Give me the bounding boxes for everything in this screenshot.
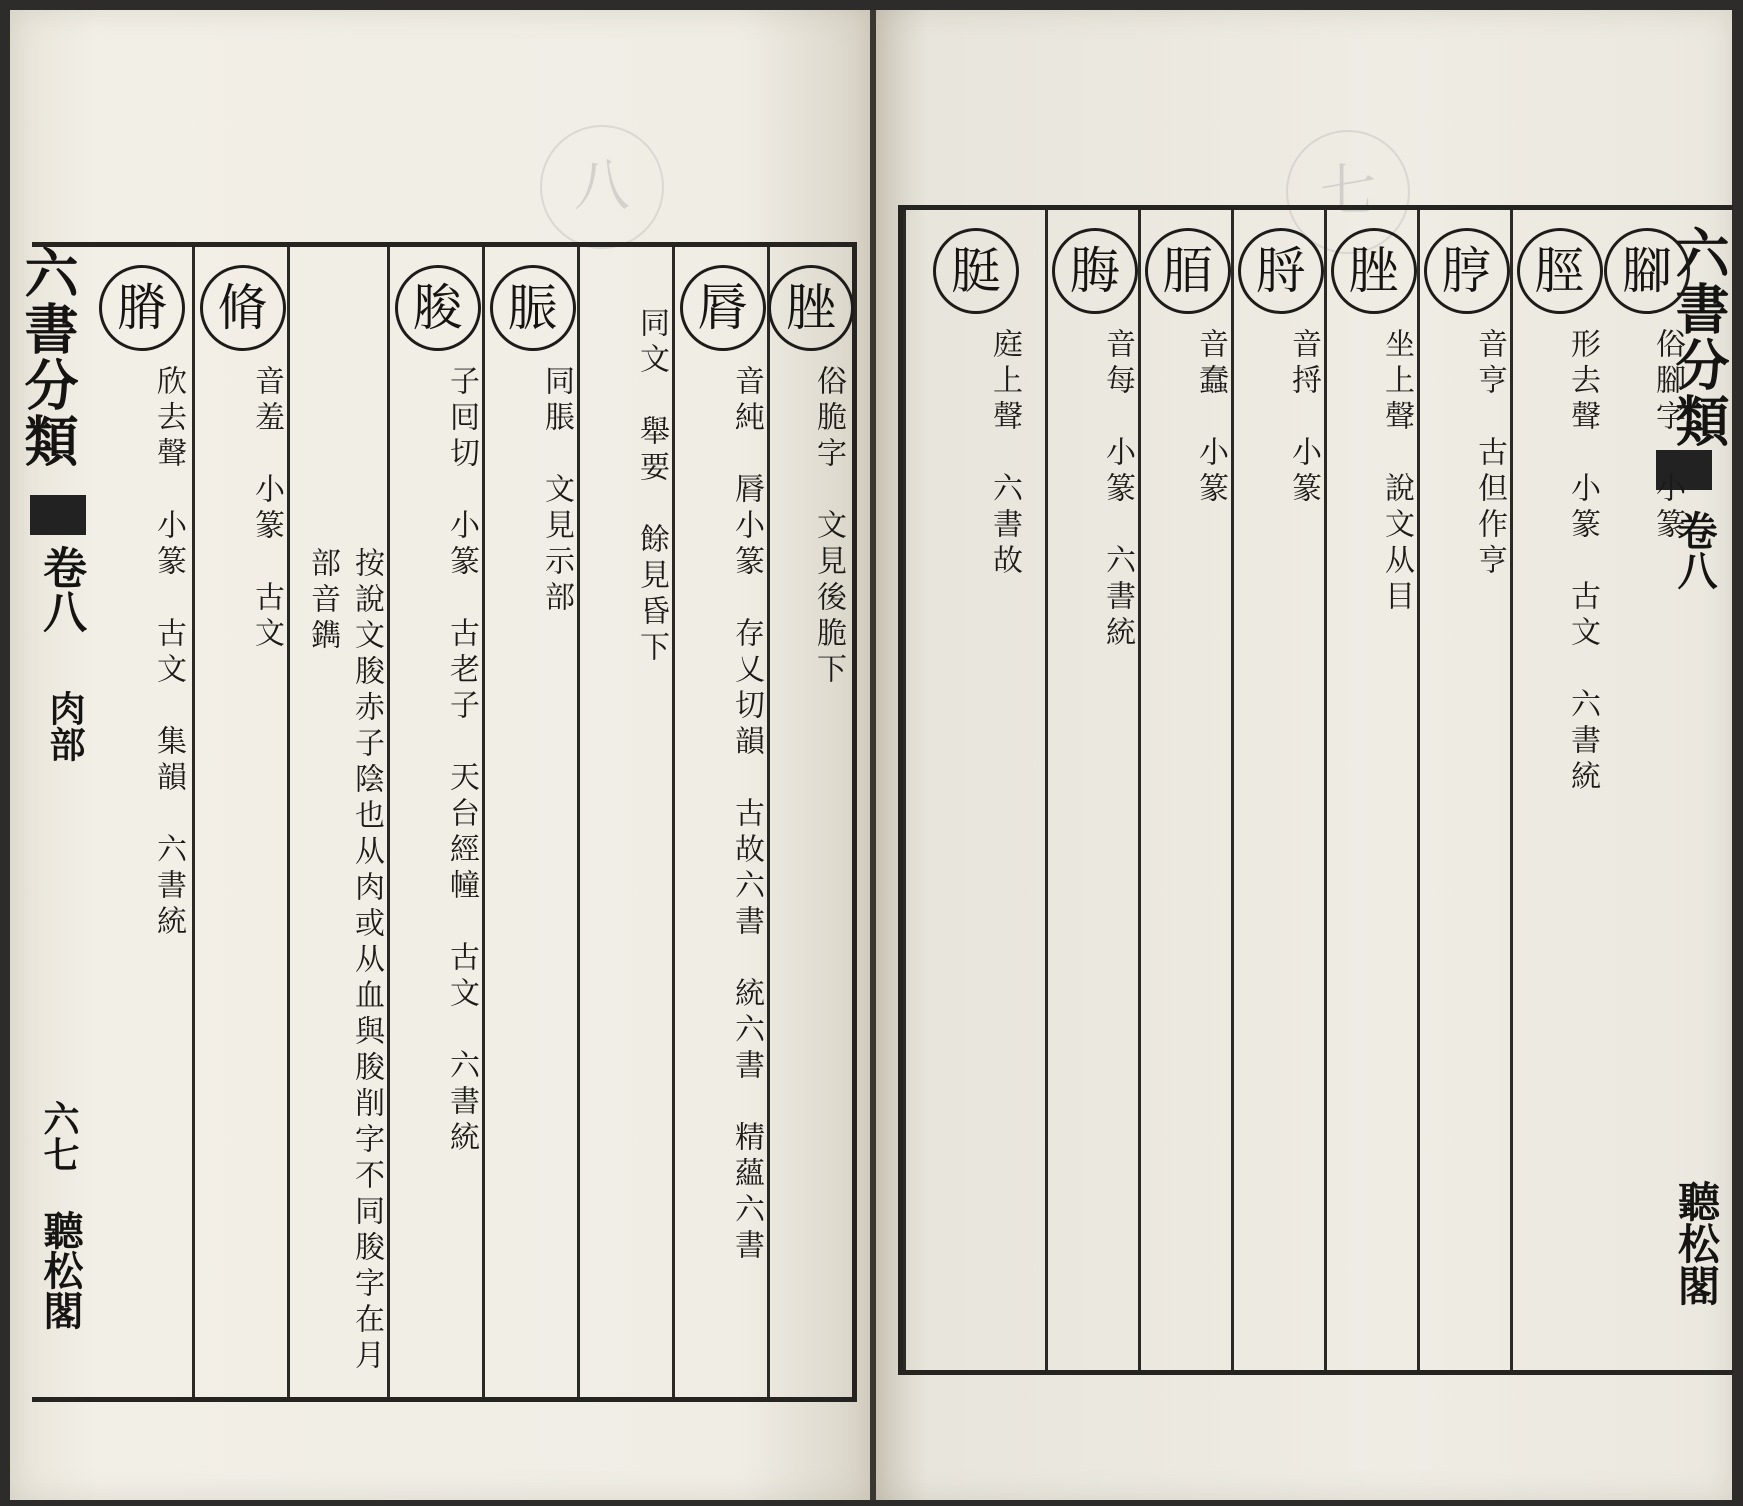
- column-4: [482, 247, 580, 1397]
- head-char: 脣: [680, 265, 766, 351]
- column-8: [92, 247, 192, 1397]
- text-frame: [898, 205, 1733, 1375]
- page-number: 六七: [38, 1100, 80, 1172]
- entry-text: 同脹 文見示部: [539, 365, 574, 617]
- column-3: [577, 247, 675, 1397]
- margin-title: 六書分類: [16, 245, 80, 469]
- column-2: [672, 247, 770, 1397]
- head-char: 脞: [1331, 228, 1417, 314]
- head-char: 脧: [395, 265, 481, 351]
- entry-text: 子囘切 小篆 古老子 天台經幢 古文 六書統: [444, 365, 479, 1157]
- entry-text: 音羞 小篆 古文: [249, 365, 284, 653]
- section-label: 肉部: [44, 690, 86, 762]
- volume-label: 卷八: [1671, 510, 1718, 590]
- head-char: 脝: [1424, 228, 1510, 314]
- head-char: 脢: [1052, 228, 1138, 314]
- margin-title: 六書分類: [1667, 225, 1731, 449]
- column-3: [1417, 210, 1513, 1370]
- entry-text: 音捋 小篆: [1286, 328, 1321, 508]
- column-6: [1138, 210, 1234, 1370]
- entry-text: 音蠢 小篆: [1193, 328, 1228, 508]
- column-8: [903, 210, 1048, 1370]
- entry-text: 庭上聲 六書故: [987, 328, 1022, 580]
- text-frame: [32, 242, 857, 1402]
- entry-text: 音每 小篆 六書統: [1100, 328, 1135, 652]
- head-char: 脡: [933, 228, 1019, 314]
- publisher: 聽松閣: [37, 1210, 84, 1330]
- faint-seal: 八: [540, 125, 664, 249]
- column-5: [387, 247, 485, 1397]
- entry-text: 俗腳字 小篆: [1650, 328, 1685, 544]
- publisher: 聽松閣: [1672, 1180, 1721, 1306]
- entry-text: 音亨 古但作亨: [1472, 328, 1507, 580]
- column-5: [1231, 210, 1327, 1370]
- head-char: 脜: [1145, 228, 1231, 314]
- head-char: 膌: [99, 265, 185, 351]
- right-page: [876, 10, 1732, 1500]
- head-char: 脟: [1238, 228, 1324, 314]
- head-char: 脞: [768, 265, 854, 351]
- entry-text: 俗脆字 文見後脆下: [811, 365, 846, 689]
- column-7: [192, 247, 290, 1397]
- column-7: [1045, 210, 1141, 1370]
- book-spread: [10, 10, 1732, 1500]
- faint-seal: 七: [1286, 130, 1410, 254]
- head-char: 脛: [1517, 228, 1603, 314]
- entry-text: 按說文朘赤子陰也从肉或从血與朘削字不同朘字在月部音鐫: [305, 547, 384, 1375]
- column-1: [1603, 210, 1691, 1370]
- entry-text: 同文 舉要 餘見昏下: [634, 307, 669, 667]
- column-4: [1324, 210, 1420, 1370]
- entry-text: 音純 脣小篆 存乂切韻 古故六書 統六書 精蘊六書: [729, 365, 764, 1265]
- column-2: [1510, 210, 1606, 1370]
- entry-text: 欣去聲 小篆 古文 集韻 六書統: [151, 365, 186, 941]
- head-char: 脩: [200, 265, 286, 351]
- entry-text: 坐上聲 說文从目: [1379, 328, 1414, 616]
- volume-label: 卷八: [35, 545, 86, 633]
- left-page: [10, 10, 870, 1500]
- head-char: 脤: [490, 265, 576, 351]
- column-6: [287, 247, 390, 1397]
- head-char: 腳: [1604, 228, 1690, 314]
- column-1: [767, 247, 852, 1397]
- entry-text: 形去聲 小篆 古文 六書統: [1565, 328, 1600, 796]
